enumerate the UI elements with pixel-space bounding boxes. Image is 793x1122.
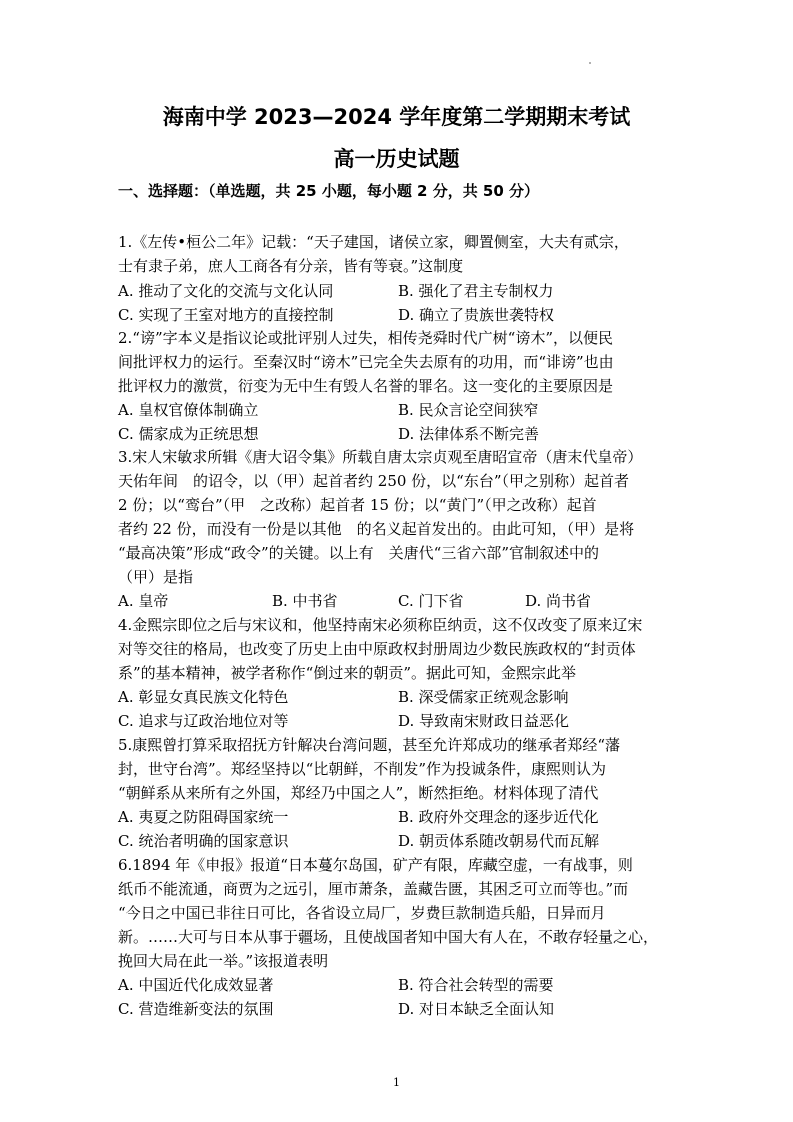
question-3-line-5: “最高决策”形成“政令”的关键。以上有 关唐代“三省六部”官制叙述中的	[118, 544, 600, 562]
question-4-option-d: D. 导致南宋财政日益恶化	[398, 712, 570, 730]
question-6-line-3: “今日之中国已非往日可比，各省设立局厂，岁费巨款制造兵船，日异而月	[118, 904, 606, 922]
question-6-option-a: A. 中国近代化成效显著	[118, 976, 274, 994]
question-3-line-4: 者约 22 份，而没有一份是以其他 的名义起首发出的。由此可知，（甲）是将	[118, 520, 635, 538]
question-6-option-d: D. 对日本缺乏全面认知	[398, 1000, 555, 1018]
question-4-line-2: 对等交往的格局，也改变了历史上由中原政权封册周边少数民族政权的“封贡体	[118, 640, 636, 658]
question-3-option-b: B. 中书省	[272, 592, 338, 610]
question-6-line-1: 6.1894 年《申报》报道“日本蔓尔岛国，矿产有限，库藏空虚，一有战事，则	[118, 856, 633, 874]
question-1-option-d: D. 确立了贵族世袭特权	[398, 306, 555, 324]
question-6-line-4: 新。……大可与日本从事于疆场，且使战国者知中国大有人在，不敢存轻量之心，	[118, 928, 659, 946]
question-6-option-b: B. 符合社会转型的需要	[398, 976, 554, 994]
exam-title: 海南中学 2023—2024 学年度第二学期期末考试	[162, 105, 631, 129]
question-5-option-b: B. 政府外交理念的逐步近代化	[398, 808, 599, 826]
question-4-line-1: 4.金熙宗即位之后与宋议和，他坚持南宋必须称臣纳贡，这不仅改变了原来辽宋	[118, 616, 643, 634]
question-3-option-c: C. 门下省	[398, 592, 464, 610]
question-5-line-3: “朝鲜系从来所有之外国，郑经乃中国之人”，断然拒绝。材料体现了清代	[118, 784, 599, 802]
question-2-option-b: B. 民众言论空间狭窄	[398, 401, 539, 419]
question-2-line-1: 2.“谤”字本义是指议论或批评别人过失，相传尧舜时代广树“谤木”，以便民	[118, 329, 613, 347]
question-5-line-2: 封，世守台湾”。郑经坚持以“比朝鲜，不削发”作为投诚条件，康熙则认为	[118, 760, 607, 778]
question-1-option-a: A. 推动了文化的交流与文化认同	[118, 282, 334, 300]
question-2-option-c: C. 儒家成为正统思想	[118, 425, 259, 443]
question-1-line-1: 1.《左传•桓公二年》记载：“天子建国，诸侯立家，卿置侧室，大夫有贰宗，	[118, 233, 629, 251]
question-4-option-b: B. 深受儒家正统观念影响	[398, 688, 569, 706]
question-5-line-1: 5.康熙曾打算采取招抚方针解决台湾问题，甚至允许郑成功的继承者郑经“藩	[118, 736, 620, 754]
question-3-line-6: （甲）是指	[118, 568, 194, 586]
exam-subtitle: 高一历史试题	[333, 147, 460, 171]
question-6-line-5: 挽回大局在此一举。”该报道表明	[118, 952, 329, 970]
question-6-option-c: C. 营造维新变法的氛围	[118, 1000, 274, 1018]
question-5-option-d: D. 朝贡体系随改朝易代而瓦解	[398, 832, 600, 850]
question-4-option-a: A. 彰显女真民族文化特色	[118, 688, 289, 706]
question-4-line-3: 系”的基本精神，被学者称作“倒过来的朝贡”。据此可知，金熙宗此举	[118, 664, 577, 682]
question-4-option-c: C. 追求与辽政治地位对等	[118, 712, 289, 730]
question-1-option-c: C. 实现了王室对地方的直接控制	[118, 306, 334, 324]
question-1-option-b: B. 强化了君主专制权力	[398, 282, 554, 300]
question-6-line-2: 纸币不能流通，商贾为之远引，厘市萧条，盖藏告匮，其困乏可立而等也。”而	[118, 880, 629, 898]
question-3-option-d: D. 尚书省	[525, 592, 592, 610]
page-number: 1	[393, 1076, 400, 1089]
question-1-line-2: 士有隶子弟，庶人工商各有分亲，皆有等衰。”这制度	[118, 257, 464, 275]
question-2-line-3: 批评权力的激赏，衍变为无中生有毁人名誉的罪名。这一变化的主要原因是	[118, 377, 614, 395]
question-2-line-2: 间批评权力的运行。至秦汉时“谤木”已完全失去原有的功用，而“诽谤”也由	[118, 353, 614, 371]
question-3-line-1: 3.宋人宋敏求所辑《唐大诏令集》所载自唐太宗贞观至唐昭宣帝（唐末代皇帝）	[118, 448, 643, 466]
scan-dot	[589, 62, 591, 64]
question-5-option-c: C. 统治者明确的国家意识	[118, 832, 289, 850]
question-2-option-d: D. 法律体系不断完善	[398, 425, 540, 443]
question-5-option-a: A. 夷夏之防阻碍国家统一	[118, 808, 289, 826]
section-heading: 一、选择题：（单选题，共 25 小题，每小题 2 分，共 50 分）	[118, 182, 540, 200]
question-2-option-a: A. 皇权官僚体制确立	[118, 401, 259, 419]
question-3-line-3: 2 份；以“鸾台”（甲 之改称）起首者 15 份；以“黄门”（甲之改称）起首	[118, 496, 597, 514]
question-3-line-2: 天佑年间 的诏令，以（甲）起首者约 250 份，以“东台”（甲之别称）起首者	[118, 472, 630, 490]
question-3-option-a: A. 皇帝	[118, 592, 169, 610]
